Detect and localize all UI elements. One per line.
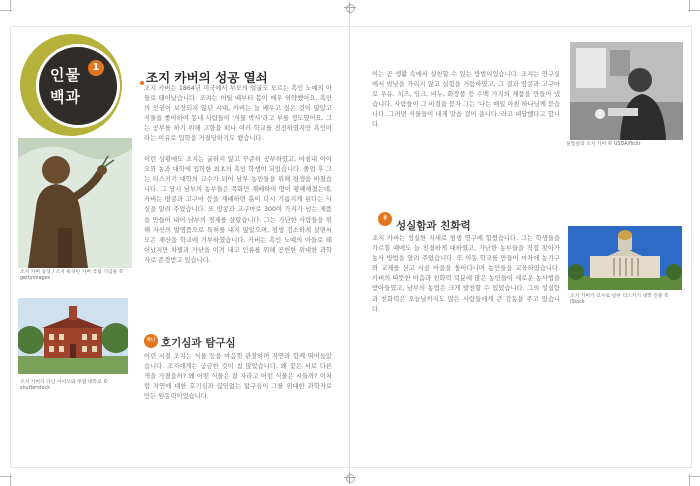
campus-photo [568,226,682,290]
crop-mark-icon [689,474,690,486]
section2-heading: 성실함과 친화력 [396,220,471,232]
portrait-caption: 실험실의 조지 카버 © USDA/flickr [566,142,641,147]
statue-photo [18,138,132,268]
intro-paragraph-2: 이런 상황에도 조지는 굴하지 않고 꾸준히 공부하였고, 마침내 아이오와 농과 대학에 입학한 최초의 흑인 학생이 되었습니다. 졸업 후 그는 터스키기 대학의 교수가 되어 남부 농민들을 위해 평생을 바쳤습니다. 그 당시 남부의 농부들은 목화만 재배하여 땅이 황폐해졌는데, 카버는 땅콩과 고구마 등을 재배하면 흙이 다시 기름지게 된다는 사실을 알려 주었습니다. 또 땅콩과 고구마로 300여 가지가 넘는 제품을 만들어 내어 남부의 경제를 살렸습니다. 그는 가난한 사람들을 위해 자신의 발명품으로 특허를 내지 않았으며, 평생 검소하게 살면서 모은 재산을 학교에 기부하였습니다. 카버는 흑인 노예의 아들로 태어났지만 차별과 가난을 이겨 내고 인류를 위해 공헌한 위대한 과학자로 존경받고 있습니다. [144,156,332,264]
crop-mark-icon [10,0,11,12]
badge-label-line1: 인물 [50,66,81,84]
building-photo [18,298,128,374]
intro-paragraph: 조지 카버는 1864년 미국에서 부모의 얼굴도 모르는 흑인 노예의 아들로 태어났습니다. 조지는 어릴 때부터 몸이 매우 허약했어요. 흑인의 인권이 보장되지 않던 시대, 카버는 늘 배우고 싶은 것이 많았고 식물을 좋아하여 동네 사람들이 '식물 박사'라고 부를 정도였어요. 그는 공부를 하기 위해 고향을 떠나 여러 학교를 전전하였지만 흑인이라는 이유로 입학을 거절당하기도 했습니다. [144,85,332,143]
badge-number: 1 [88,60,104,76]
badge-label-line2: 백과 [50,88,81,106]
article-title: 조지 카버의 성공 열쇠 [146,70,268,85]
crop-mark-icon [10,474,11,486]
portrait-photo [570,42,683,140]
section1-body: 어린 시절 조지는 식물 등을 마음껏 관찰하며 자연과 함께 뛰어놀았습니다. 조지에게는 궁금한 것이 참 많았습니다. 왜 꽃은 서로 다른 색을 가졌을까? 왜 어떤 식물은 잘 자라고 어떤 식물은 시들까? 이처럼 자연에 대한 호기심과 끊임없는 탐구심이 그를 위대한 과학자로 만든 원동력이었습니다. [144,353,332,401]
section2-body: 조지 카버는 성실한 자세로 평생 연구에 힘썼습니다. 그는 학생들을 가르칠 때에도 늘 친절하게 대하였고, 가난한 농부들을 직접 찾아가 농사 방법을 알려 주었습니다. 또 이동 학교를 만들어 마차에 농기구와 교재를 싣고 시골 마을을 돌아다니며 농민들을 교육하였습니다. 카버의 따뜻한 마음과 친화력 덕분에 많은 농민들이 새로운 농사법을 받아들였고, 남부의 농업은 크게 발전할 수 있었습니다. 그의 성실함과 친화력은 오늘날까지도 많은 사람들에게 큰 감동을 주고 있습니다. [372,235,560,313]
crop-mark-icon [689,0,690,12]
section2-icon: 둘 [378,212,392,226]
page-gutter [349,10,350,476]
section1-icon: 하나 [144,334,158,348]
registration-mark-top [344,2,356,14]
building-caption: 조지 카버가 다닌 아이오와 주립 대학교 © shutterstock [20,380,109,391]
statue-caption: 조지 카버 동상 / 조지 워싱턴 카버 국립 기념물 © gettyimages [20,270,124,281]
registration-mark-bottom [344,472,356,484]
campus-caption: 조지 카버가 교수로 일한 터스키기 대학 건물 © iStock [570,294,669,305]
right-top-paragraph: 이는 곧 생활 속에서 실천할 수 있는 방법이었습니다. 조지는 연구실에서 밤낮을 가리지 않고 실험을 거듭하였고, 그 결과 땅콩과 고구마로 우유, 치즈, 잉크, 비누, 화장품 등 수백 가지의 제품을 만들어 냈습니다. 사람들이 그 비결을 묻자 그는 '나는 매일 아침 하나님께 묻습니다. 그러면 식물들이 내게 말을 걸어 옵니다.'라고 대답했다고 합니다. [372,71,560,129]
section1-heading: 호기심과 탐구심 [161,337,236,349]
